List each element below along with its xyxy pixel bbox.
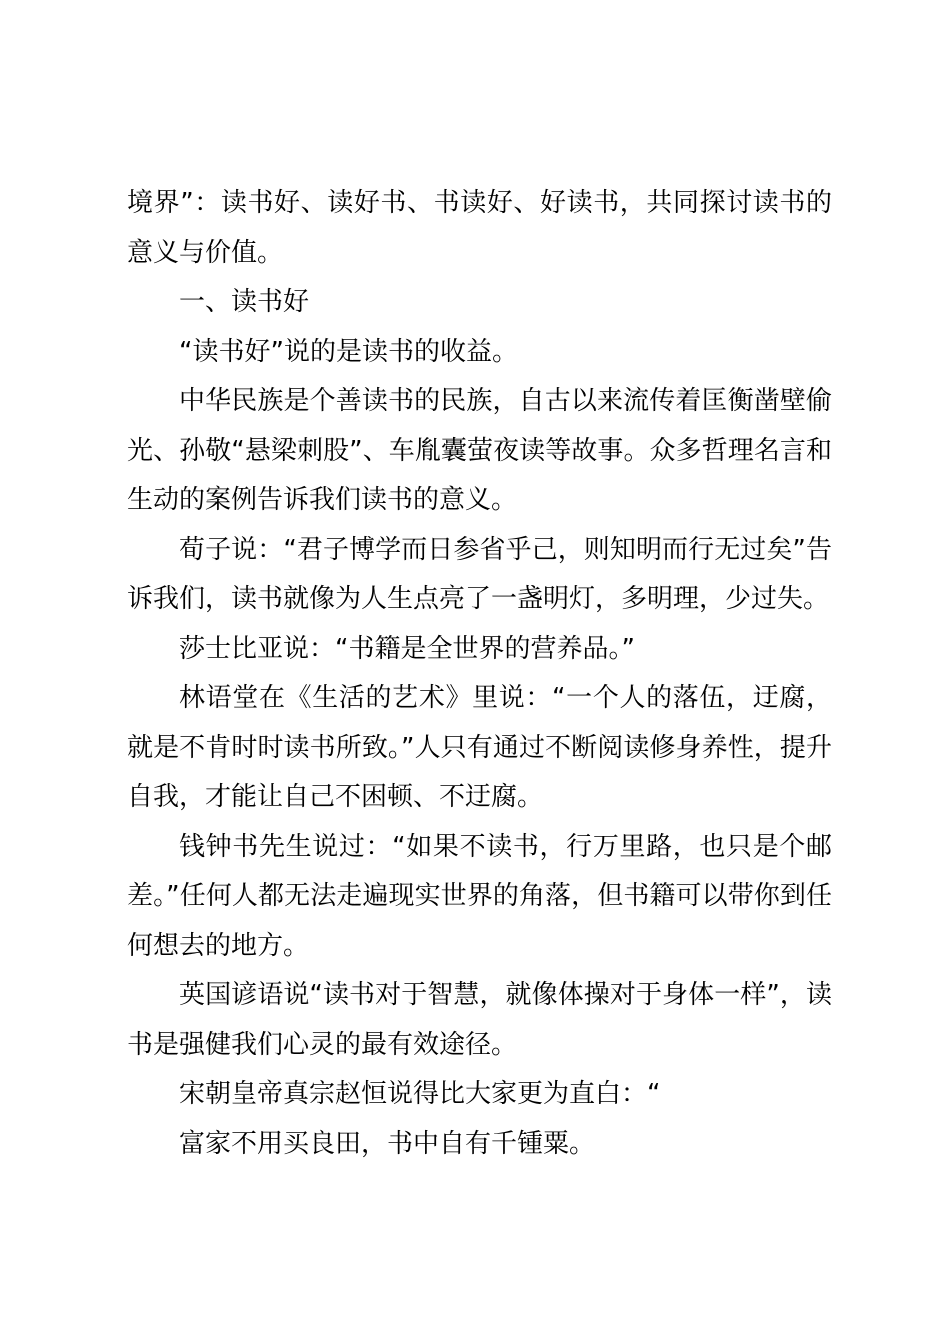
section-heading: 一、读书好 [179, 287, 310, 317]
paragraph: 中华民族是个善读书的民族，自古以来流传着匡衡凿壁偷光、孙敬“悬梁刺股”、车胤囊萤夜读等故事。众多哲理名言和生动的案例告诉我们读书的意义。 [127, 386, 832, 515]
paragraph: 英国谚语说“读书对于智慧，就像体操对于身体一样”，读书是强健我们心灵的最有效途径。 [127, 980, 832, 1060]
document-body [127, 179, 832, 1169]
paragraph: 荀子说：“君子博学而日参省乎己，则知明而行无过矣”告诉我们，读书就像为人生点亮了一盏明灯，多明理，少过失。 [127, 534, 832, 614]
paragraph: 莎士比亚说：“书籍是全世界的营养品。” [179, 633, 635, 664]
paragraph: “读书好”说的是读书的收益。 [179, 336, 518, 367]
paragraph: 林语堂在《生活的艺术》里说：“一个人的落伍，迂腐，就是不肯时时读书所致。”人只有通过不断阅读修身养性，提升自我，才能让自己不困顿、不迂腐。 [127, 683, 832, 812]
paragraph: 富家不用买良田，书中自有千锺粟。 [179, 1128, 596, 1159]
paragraph: 钱钟书先生说过：“如果不读书，行万里路，也只是个邮差。”任何人都无法走遍现实世界的角落，但书籍可以带你到任何想去的地方。 [127, 831, 832, 961]
paragraph: 宋朝皇帝真宗赵恒说得比大家更为直白：“ [179, 1079, 661, 1109]
paragraph-continuation: 境界”：读书好、读好书、书读好、好读书，共同探讨读书的意义与价值。 [127, 188, 832, 268]
